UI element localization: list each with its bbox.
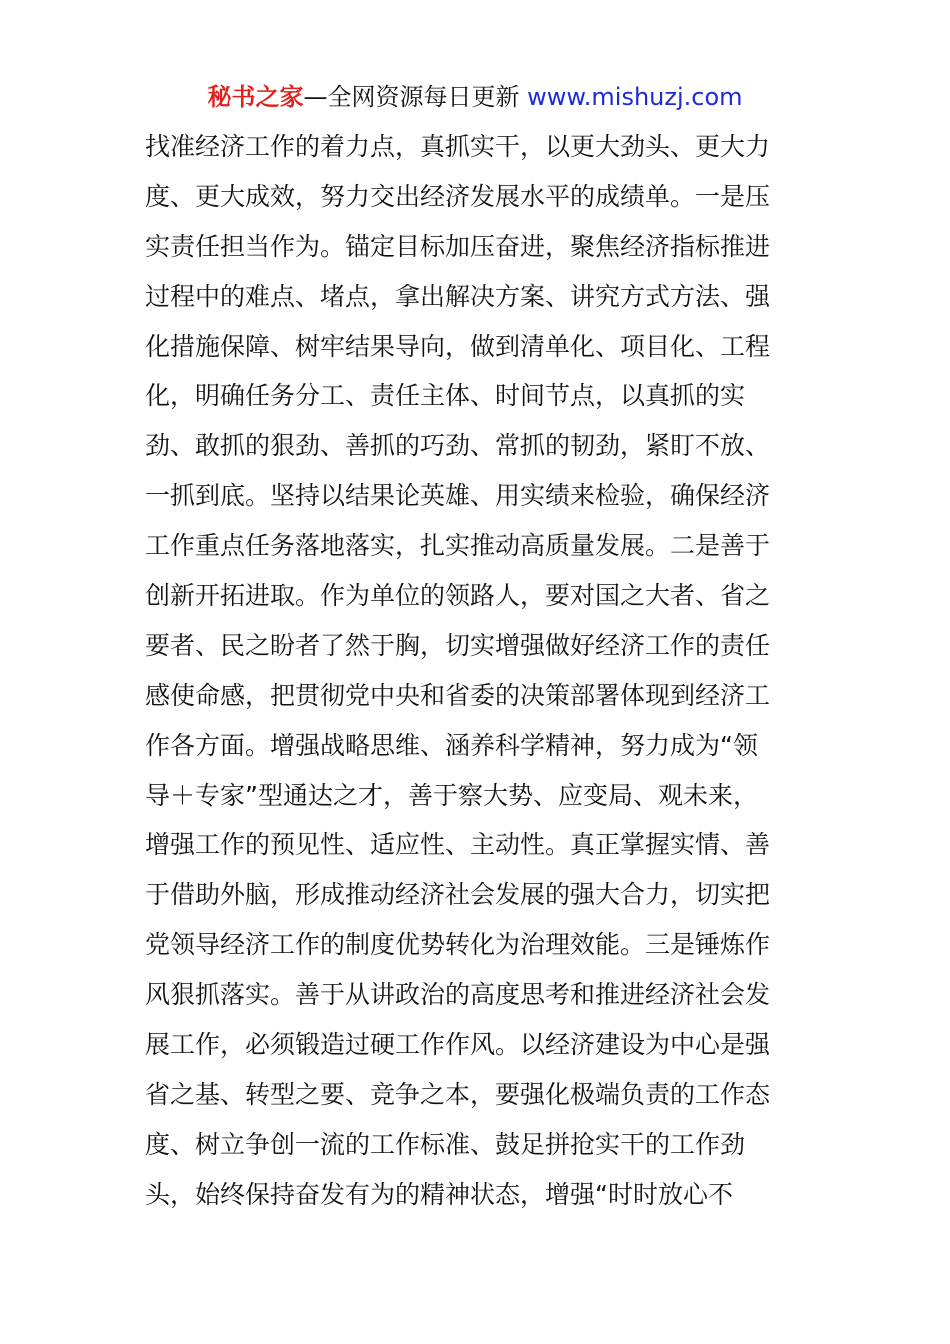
body-line: 度、树立争创一流的工作标准、鼓足拼抢实干的工作劲 bbox=[145, 1129, 746, 1159]
body-line: 过程中的难点、堵点，拿出解决方案、讲究方式方法、强 bbox=[145, 281, 771, 311]
body-line: 化，明确任务分工、责任主体、时间节点，以真抓的实 bbox=[145, 381, 746, 411]
document-body bbox=[145, 122, 815, 1220]
body-line: 找准经济工作的着力点，真抓实干，以更大劲头、更大力 bbox=[145, 132, 771, 161]
body-line: 导＋专家”型通达之才，善于察大势、应变局、观未来， bbox=[145, 780, 758, 810]
body-line: 劲、敢抓的狠劲、善抓的巧劲、常抓的韧劲，紧盯不放、 bbox=[145, 431, 771, 461]
body-line: 风狠抓落实。善于从讲政治的高度思考和推进经济社会发 bbox=[145, 980, 771, 1010]
body-line: 作各方面。增强战略思维、涵养科学精神，努力成为“领 bbox=[145, 730, 758, 760]
body-line: 工作重点任务落地落实，扎实推动高质量发展。二是善于 bbox=[145, 531, 771, 561]
body-line: 要者、民之盼者了然于胸，切实增强做好经济工作的责任 bbox=[145, 630, 771, 660]
body-line: 省之基、转型之要、竞争之本，要强化极端负责的工作态 bbox=[145, 1079, 771, 1109]
body-line: 一抓到底。坚持以结果论英雄、用实绩来检验，确保经济 bbox=[145, 481, 771, 511]
site-url-link[interactable]: www.mishuzj.com bbox=[527, 83, 743, 111]
body-line: 创新开拓进取。作为单位的领路人，要对国之大者、省之 bbox=[145, 581, 771, 611]
body-line: 度、更大成效，努力交出经济发展水平的成绩单。一是压 bbox=[145, 181, 771, 211]
site-brand: 秘书之家 bbox=[207, 83, 304, 111]
body-line: 化措施保障、树牢结果导向，做到清单化、项目化、工程 bbox=[145, 331, 771, 361]
body-line: 头，始终保持奋发有为的精神状态，增强“时时放心不 bbox=[145, 1179, 733, 1209]
site-tagline: —全网资源每日更新 bbox=[303, 83, 520, 111]
body-line: 展工作，必须锻造过硬工作作风。以经济建设为中心是强 bbox=[145, 1030, 771, 1060]
body-line: 感使命感，把贯彻党中央和省委的决策部署体现到经济工 bbox=[145, 680, 771, 710]
page-header bbox=[0, 80, 950, 114]
body-line: 增强工作的预见性、适应性、主动性。真正掌握实情、善 bbox=[145, 830, 771, 860]
body-line: 于借助外脑，形成推动经济社会发展的强大合力，切实把 bbox=[145, 880, 771, 910]
body-line: 实责任担当作为。锚定目标加压奋进，聚焦经济指标推进 bbox=[145, 231, 771, 261]
body-line: 党领导经济工作的制度优势转化为治理效能。三是锤炼作 bbox=[145, 930, 771, 960]
